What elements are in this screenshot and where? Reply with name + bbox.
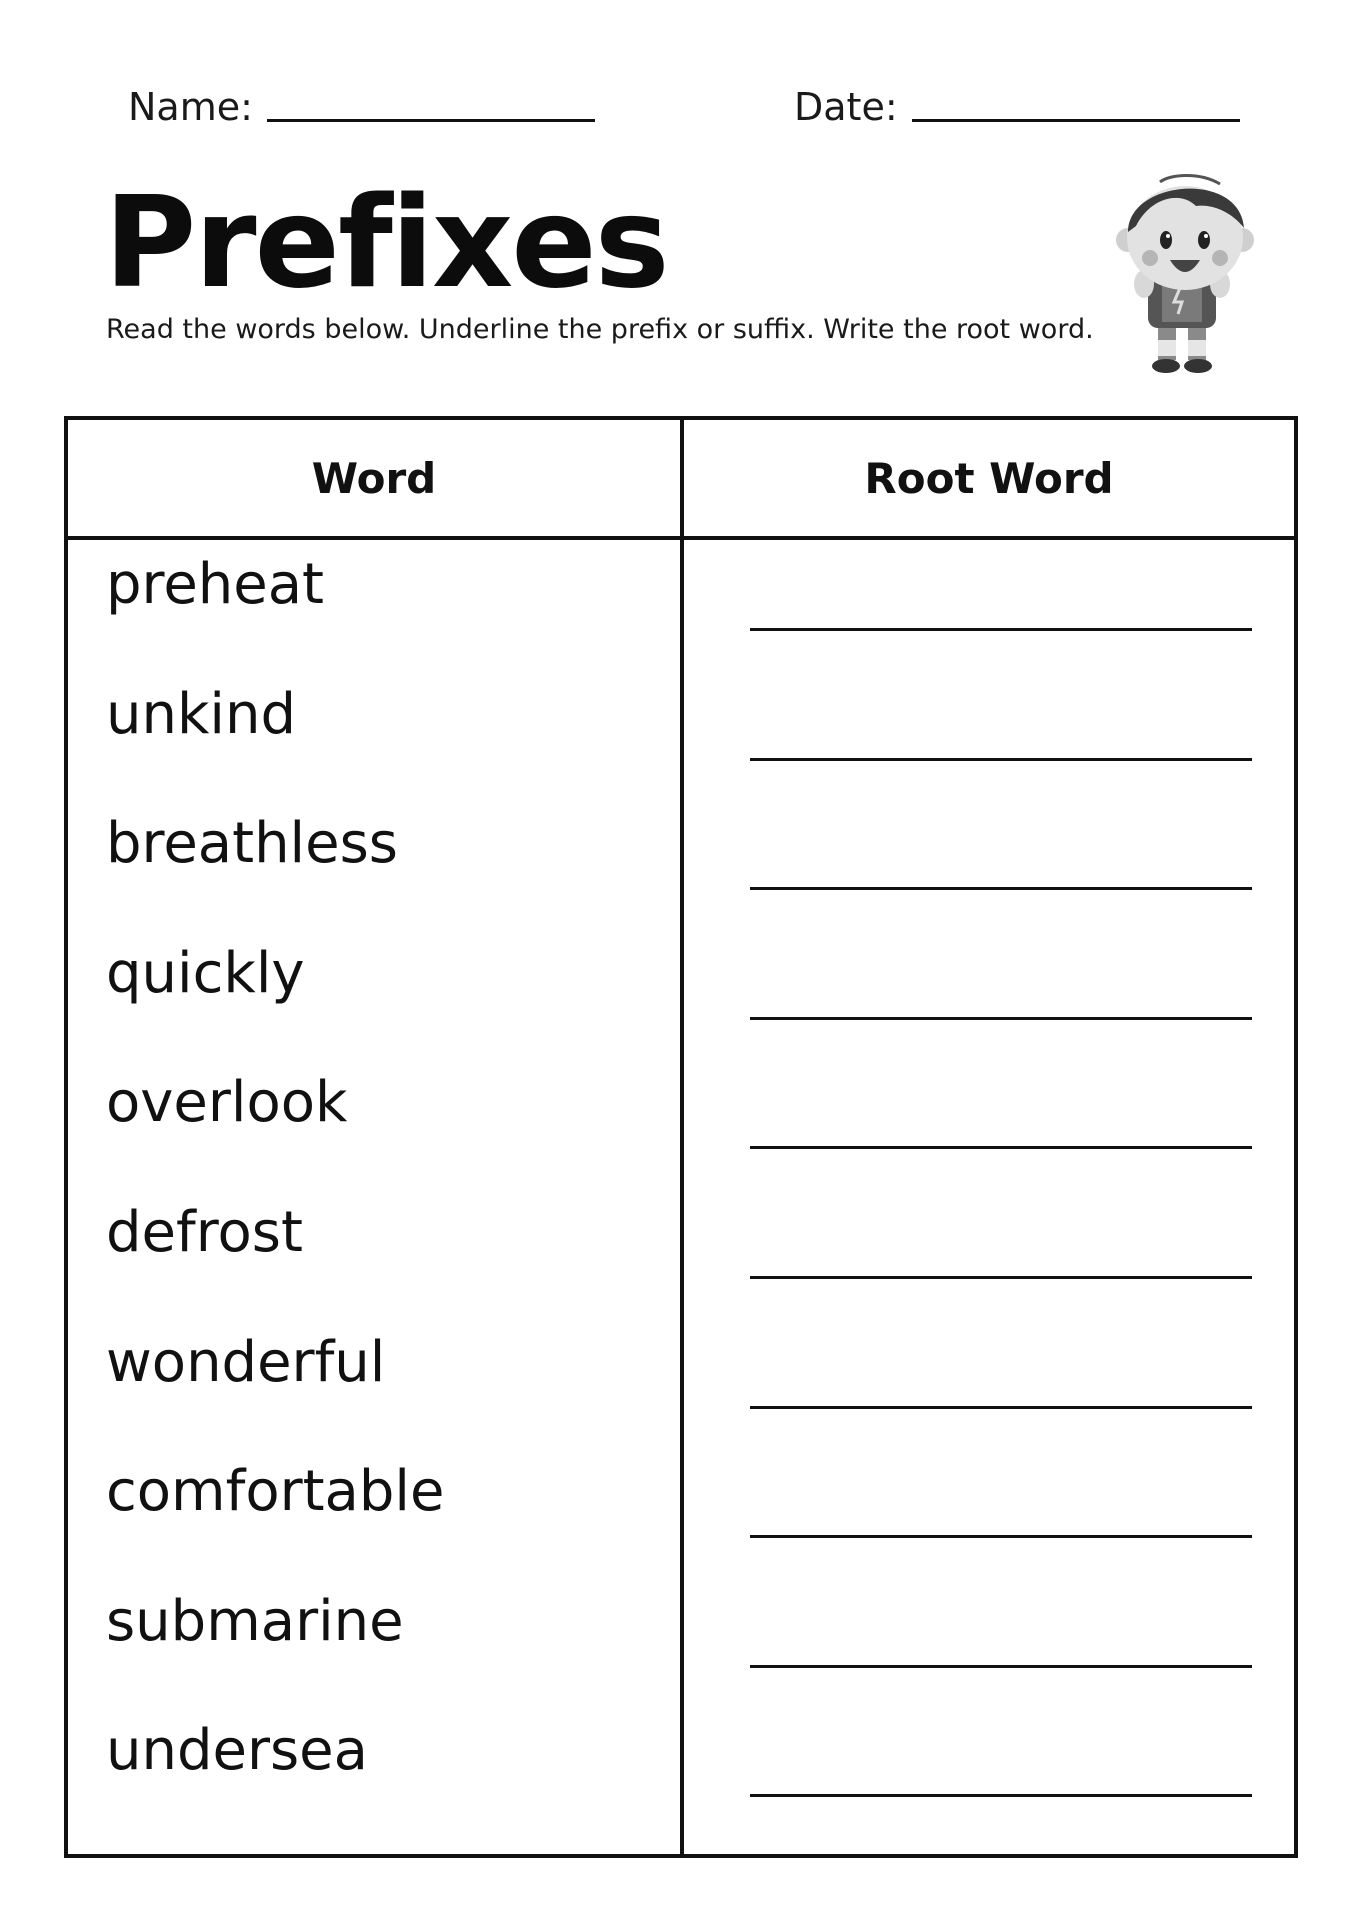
word-cell: comfortable	[106, 1459, 445, 1525]
root-word-answer-line[interactable]	[750, 1794, 1252, 1797]
table-row	[68, 1577, 1294, 1707]
table-row	[68, 1706, 1294, 1836]
table-row	[68, 670, 1294, 800]
word-cell: breathless	[106, 811, 398, 877]
word-cell: unkind	[106, 681, 297, 747]
root-word-answer-line[interactable]	[750, 1406, 1252, 1409]
table-row	[68, 540, 1294, 670]
name-field	[128, 84, 595, 130]
word-cell: overlook	[106, 1070, 348, 1136]
root-word-answer-line[interactable]	[750, 1017, 1252, 1020]
table-row	[68, 799, 1294, 929]
table-row	[68, 1058, 1294, 1188]
instructions-text: Read the words below. Underline the prefix or suffix. Write the root word.	[106, 314, 1094, 345]
table-row	[68, 1447, 1294, 1577]
table-body	[68, 540, 1294, 1836]
column-header-word: Word	[311, 453, 437, 503]
table-row	[68, 1188, 1294, 1318]
table-row	[68, 929, 1294, 1059]
page-title: Prefixes	[104, 169, 668, 316]
name-label: Name:	[128, 85, 253, 129]
word-cell: defrost	[106, 1199, 303, 1265]
table-row	[68, 1318, 1294, 1448]
word-cell: wonderful	[106, 1329, 386, 1395]
word-cell: quickly	[106, 940, 305, 1006]
root-word-answer-line[interactable]	[750, 758, 1252, 761]
date-blank-line[interactable]	[912, 119, 1240, 122]
cartoon-boy-icon	[1100, 160, 1270, 380]
root-word-answer-line[interactable]	[750, 1146, 1252, 1149]
worksheet-table	[64, 416, 1298, 1858]
column-header-root-word: Root Word	[864, 453, 1114, 503]
root-word-answer-line[interactable]	[750, 1276, 1252, 1279]
name-blank-line[interactable]	[267, 119, 595, 122]
root-word-answer-line[interactable]	[750, 1535, 1252, 1538]
root-word-answer-line[interactable]	[750, 628, 1252, 631]
word-cell: preheat	[106, 552, 325, 617]
root-word-answer-line[interactable]	[750, 1665, 1252, 1668]
root-word-answer-line[interactable]	[750, 887, 1252, 890]
date-label: Date:	[794, 85, 898, 129]
word-cell: submarine	[106, 1588, 404, 1654]
word-cell: undersea	[106, 1718, 368, 1784]
date-field	[794, 84, 1240, 130]
